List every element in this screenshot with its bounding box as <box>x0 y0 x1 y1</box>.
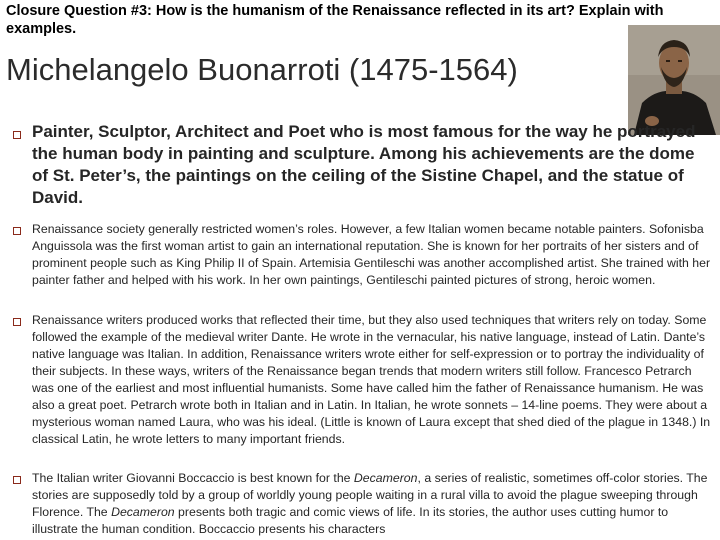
slide-title: Michelangelo Buonarroti (1475-1564) <box>6 52 518 87</box>
michelangelo-portrait <box>628 25 720 135</box>
bullet-icon <box>13 318 21 326</box>
bullet-text: Renaissance society generally restricted women’s roles. However, a few Italian women became notable painters. Sofonisba Anguissola was the first woman artist to gain an international reputation. She is known for her portraits of her sisters and of prominent people such as King Philip II of Spain. Artemisia Gentileschi was another accomplished artist. She trained with her painter father and helped with his work. In her own paintings, Gentileschi painted pictures of strong, heroic women. <box>32 222 711 287</box>
bullet-icon <box>13 227 21 235</box>
closure-question: Closure Question #3: How is the humanism of the Renaissance reflected in its art? Explain with examples. <box>6 3 664 37</box>
bullet-icon <box>13 131 21 139</box>
bullet-text: Painter, Sculptor, Architect and Poet who is most famous for the way he portrayed the human body in painting and sculpture. Among his achievements are the dome of St. Peter’s, the paintings on the ceiling of the Sistine Chapel, and the statue of David. <box>32 122 696 207</box>
bullet-text: The Italian writer Giovanni Boccaccio is best known for the Decameron, a series of realistic, sometimes off-color stories. The stories are supposedly told by a group of worldly young people waiting in a rural villa to avoid the plague sweeping through Florence. The Decameron presents both tragic and comic views of life. In its stories, the author uses cutting humor to illustrate the human condition. Boccaccio presents his characters <box>32 471 708 536</box>
bullet-text: Renaissance writers produced works that reflected their time, but they also used techniques that writers rely on today. Some followed the example of the medieval writer Dante. He wrote in the vernacular, his native language, instead of Latin. Dante’s native language was Italian. In addition, Renaissance writers wrote either for self-expression or to portray the individuality of their subjects. In these ways, writers of the Renaissance began trends that modern writers still follow. Francesco Petrarch was one of the earliest and most influential humanists. Some have called him the father of Renaissance humanism. He was also a great poet. Petrarch wrote both in Italian and in Latin. In Italian, he wrote sonnets – 14-line poems. They were about a mysterious woman named Laura, who was his ideal. (Little is known of Laura except that shed died of the plague in 1348.) In classical Latin, he wrote letters to many important friends. <box>32 313 711 446</box>
bullet-icon <box>13 476 21 484</box>
